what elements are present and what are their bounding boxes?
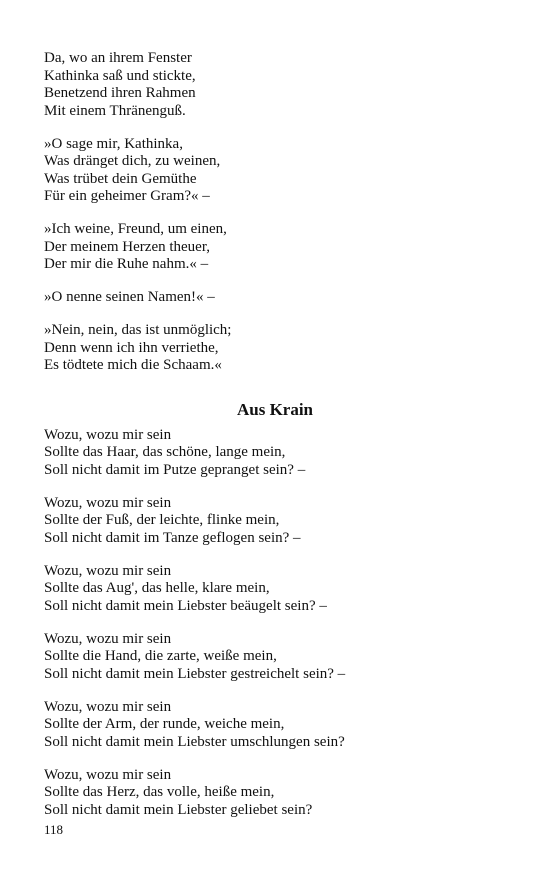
verse-line: »O nenne seinen Namen!« – (44, 289, 215, 305)
stanza (44, 563, 506, 616)
verse-line: Wozu, wozu mir sein (44, 426, 172, 443)
verse-line: Was dränget dich, zu weinen, (44, 153, 221, 169)
verse-line: Soll nicht damit im Putze gepranget sein? – (44, 461, 306, 478)
verse-line: Kathinka saß und stickte, (44, 67, 196, 84)
verse-line: Sollte der Arm, der runde, weiche mein, (44, 716, 285, 732)
verse-line: Soll nicht damit mein Liebster gestreichelt sein? – (44, 665, 346, 682)
verse-line: Wozu, wozu mir sein (44, 562, 172, 579)
page-body (44, 50, 506, 835)
verse-line: »Ich weine, Freund, um einen, (44, 221, 227, 237)
stanza (44, 322, 506, 375)
verse-line: Denn wenn ich ihn verriethe, (44, 339, 219, 356)
verse-line: Mit einem Thränenguß. (44, 102, 186, 119)
verse-line: Benetzend ihren Rahmen (44, 85, 196, 101)
verse-line: Sollte die Hand, die zarte, weiße mein, (44, 648, 277, 664)
verse-line: Soll nicht damit mein Liebster geliebet sein? (44, 801, 313, 818)
verse-line: »O sage mir, Kathinka, (44, 135, 183, 152)
verse-line: Wozu, wozu mir sein (44, 698, 172, 715)
verse-line: Da, wo an ihrem Fenster (44, 50, 192, 66)
verse-line: Es tödtete mich die Schaam.« (44, 357, 222, 373)
verse-line: Soll nicht damit im Tanze geflogen sein? – (44, 529, 301, 546)
stanza (44, 767, 506, 820)
poem-continuation (44, 50, 506, 375)
page-number: 118 (44, 822, 64, 837)
verse-line: Der mir die Ruhe nahm.« – (44, 256, 209, 272)
stanza (44, 50, 506, 120)
verse-line: »Nein, nein, das ist unmöglich; (44, 322, 232, 338)
stanza (44, 495, 506, 548)
poem-title: Aus Krain (236, 399, 314, 419)
stanza (44, 699, 506, 752)
stanza (44, 289, 506, 307)
verse-line: Wozu, wozu mir sein (44, 494, 172, 511)
stanza (44, 427, 506, 480)
stanza (44, 221, 506, 274)
verse-line: Der meinem Herzen theuer, (44, 238, 210, 255)
stanza (44, 631, 506, 684)
stanza (44, 136, 506, 206)
verse-line: Sollte das Haar, das schöne, lange mein, (44, 444, 286, 460)
verse-line: Was trübet dein Gemüthe (44, 170, 197, 187)
verse-line: Soll nicht damit mein Liebster umschlungen sein? (44, 733, 345, 750)
verse-line: Für ein geheimer Gram?« – (44, 188, 210, 204)
verse-line: Wozu, wozu mir sein (44, 766, 172, 783)
verse-line: Sollte der Fuß, der leichte, flinke mein, (44, 512, 280, 528)
poem-aus-krain (44, 427, 506, 820)
verse-line: Wozu, wozu mir sein (44, 630, 172, 647)
verse-line: Soll nicht damit mein Liebster beäugelt sein? – (44, 597, 327, 614)
verse-line: Sollte das Aug', das helle, klare mein, (44, 580, 270, 596)
verse-line: Sollte das Herz, das volle, heiße mein, (44, 784, 275, 800)
